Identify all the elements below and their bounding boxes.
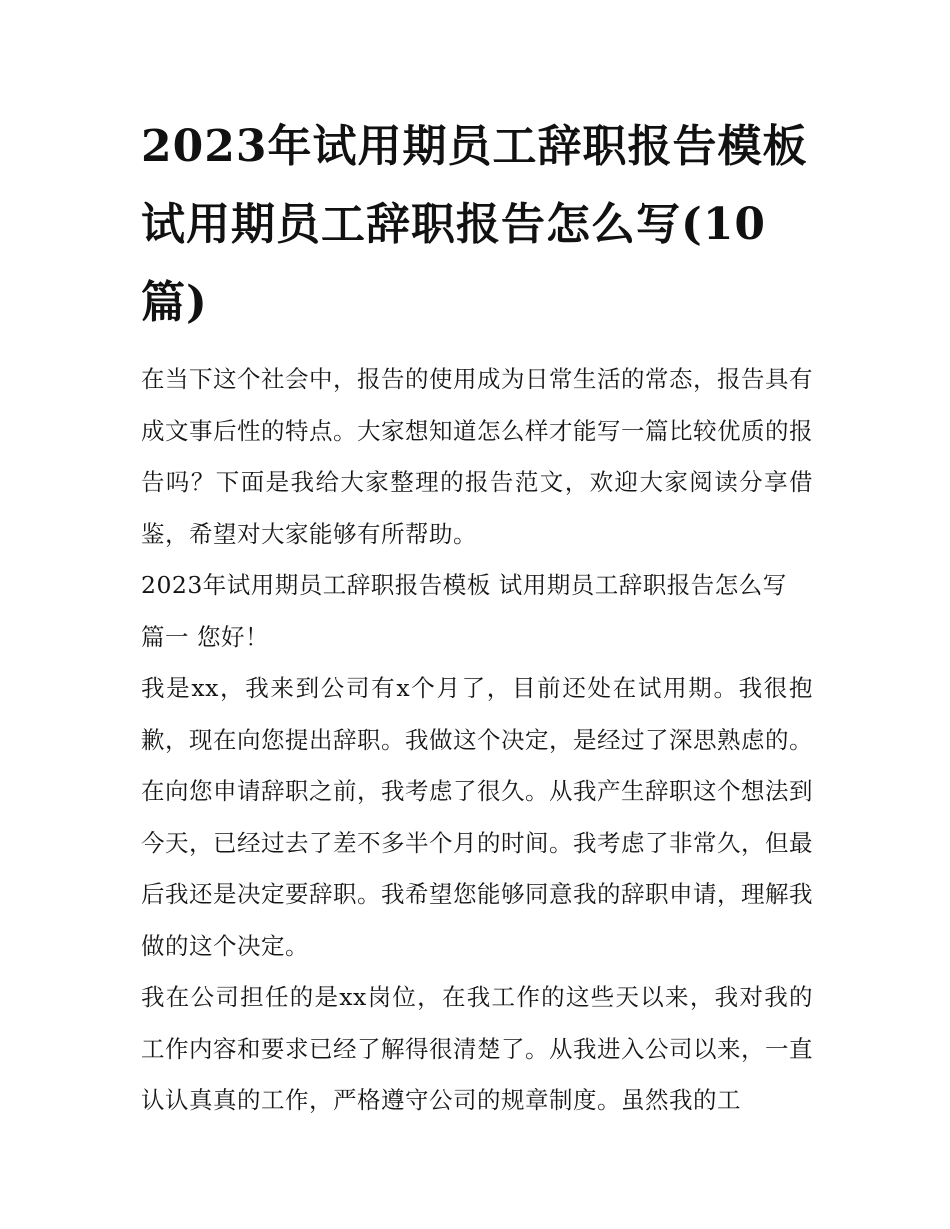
document-page [141,108,813,1127]
section-heading: 2023年试用期员工辞职报告模板 试用期员工辞职报告怎么写 [141,571,787,599]
body-paragraph: 我在公司担任的是xx岗位，在我工作的这些天以来，我对我的工作内容和要求已经了解得很清楚了。从我进入公司以来，一直认认真真的工作，严格遵守公司的规章制度。虽然我的工 [141,983,813,1114]
document-title: 2023年试用期员工辞职报告模板 试用期员工辞职报告怎么写(10篇) [141,121,808,328]
intro-paragraph: 在当下这个社会中，报告的使用成为日常生活的常态，报告具有成文事后性的特点。大家想知道怎么样才能写一篇比较优质的报告吗？下面是我给大家整理的报告范文，欢迎大家阅读分享借鉴，希望对大家能够有所帮助。 [141,365,813,548]
document-body [141,354,813,1127]
body-paragraph: 我是xx，我来到公司有x个月了，目前还处在试用期。我很抱歉，现在向您提出辞职。我做这个决定，是经过了深思熟虑的。在向您申请辞职之前，我考虑了很久。从我产生辞职这个想法到今天，已经过去了差不多半个月的时间。我考虑了非常久，但最后我还是决定要辞职。我希望您能够同意我的辞职申请，理解我做的这个决定。 [141,674,813,960]
greeting-paragraph: 篇一 您好！ [141,622,269,651]
